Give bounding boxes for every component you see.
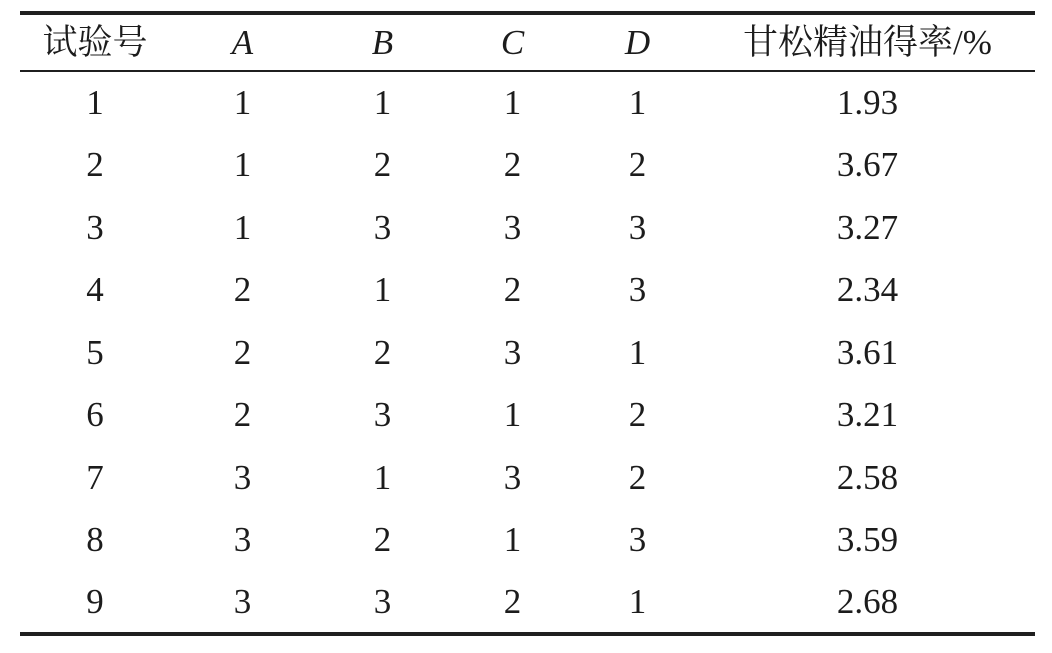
cell-trial-number: 9: [86, 581, 104, 621]
cell-factor-a: 2: [233, 270, 252, 310]
cell-factor-b: 2: [373, 332, 392, 372]
table-row: [20, 134, 1035, 197]
cell-factor-a: 2: [233, 395, 252, 435]
cell-factor-d: 1: [628, 83, 647, 123]
cell-trial-number: 1: [86, 83, 104, 123]
col-header-factor-b: B: [371, 23, 394, 62]
cell-yield: 2.68: [836, 581, 899, 621]
table-row: [20, 321, 1035, 384]
cell-factor-c: 3: [503, 457, 522, 497]
col-header-factor-a: A: [231, 23, 254, 62]
cell-factor-c: 1: [503, 520, 522, 560]
cell-yield: 1.93: [836, 83, 899, 123]
cell-factor-d: 3: [628, 270, 647, 310]
cell-factor-c: 1: [503, 83, 522, 123]
cell-yield: 2.34: [836, 270, 899, 310]
cell-factor-c: 3: [503, 207, 522, 247]
cell-factor-a: 3: [233, 457, 252, 497]
cell-factor-d: 1: [628, 581, 647, 621]
cell-factor-a: 1: [233, 83, 252, 123]
cell-factor-a: 1: [233, 207, 252, 247]
cell-trial-number: 8: [86, 520, 104, 560]
cell-factor-a: 3: [233, 520, 252, 560]
cell-yield: 3.61: [836, 332, 899, 372]
table-row: [20, 446, 1035, 509]
cell-factor-a: 1: [233, 145, 252, 185]
cell-trial-number: 3: [86, 207, 104, 247]
col-header-factor-c: C: [500, 23, 525, 62]
cell-factor-b: 3: [373, 207, 392, 247]
cell-trial-number: 5: [86, 332, 104, 372]
cell-factor-d: 2: [628, 457, 647, 497]
cell-trial-number: 2: [86, 145, 104, 185]
cell-yield: 2.58: [836, 457, 899, 497]
table-row: [20, 196, 1035, 259]
cell-factor-d: 2: [628, 145, 647, 185]
cell-factor-d: 3: [628, 520, 647, 560]
col-header-trial-number: 试验号: [42, 23, 148, 62]
cell-factor-b: 1: [373, 83, 392, 123]
cell-factor-c: 2: [503, 145, 522, 185]
cell-factor-c: 2: [503, 581, 522, 621]
header-row: [20, 13, 1035, 71]
cell-trial-number: 6: [86, 395, 104, 435]
col-header-factor-d: D: [624, 23, 651, 62]
table-row: [20, 71, 1035, 134]
table-row: [20, 384, 1035, 447]
cell-factor-b: 3: [373, 395, 392, 435]
cell-yield: 3.59: [836, 520, 899, 560]
table-row: [20, 259, 1035, 322]
cell-factor-b: 2: [373, 520, 392, 560]
cell-factor-d: 1: [628, 332, 647, 372]
cell-yield: 3.27: [836, 207, 899, 247]
orthogonal-experiment-table: [20, 11, 1035, 636]
table-row: [20, 571, 1035, 634]
cell-factor-c: 2: [503, 270, 522, 310]
cell-yield: 3.21: [836, 395, 899, 435]
cell-trial-number: 7: [86, 457, 104, 497]
cell-factor-d: 3: [628, 207, 647, 247]
cell-factor-a: 2: [233, 332, 252, 372]
cell-factor-d: 2: [628, 395, 647, 435]
col-header-yield: 甘松精油得率/%: [743, 23, 992, 62]
cell-factor-c: 3: [503, 332, 522, 372]
cell-factor-b: 1: [373, 457, 392, 497]
cell-factor-b: 1: [373, 270, 392, 310]
cell-factor-c: 1: [503, 395, 522, 435]
table-row: [20, 509, 1035, 572]
cell-factor-b: 3: [373, 581, 392, 621]
cell-factor-b: 2: [373, 145, 392, 185]
cell-factor-a: 3: [233, 581, 252, 621]
cell-yield: 3.67: [836, 145, 899, 185]
cell-trial-number: 4: [86, 270, 104, 310]
